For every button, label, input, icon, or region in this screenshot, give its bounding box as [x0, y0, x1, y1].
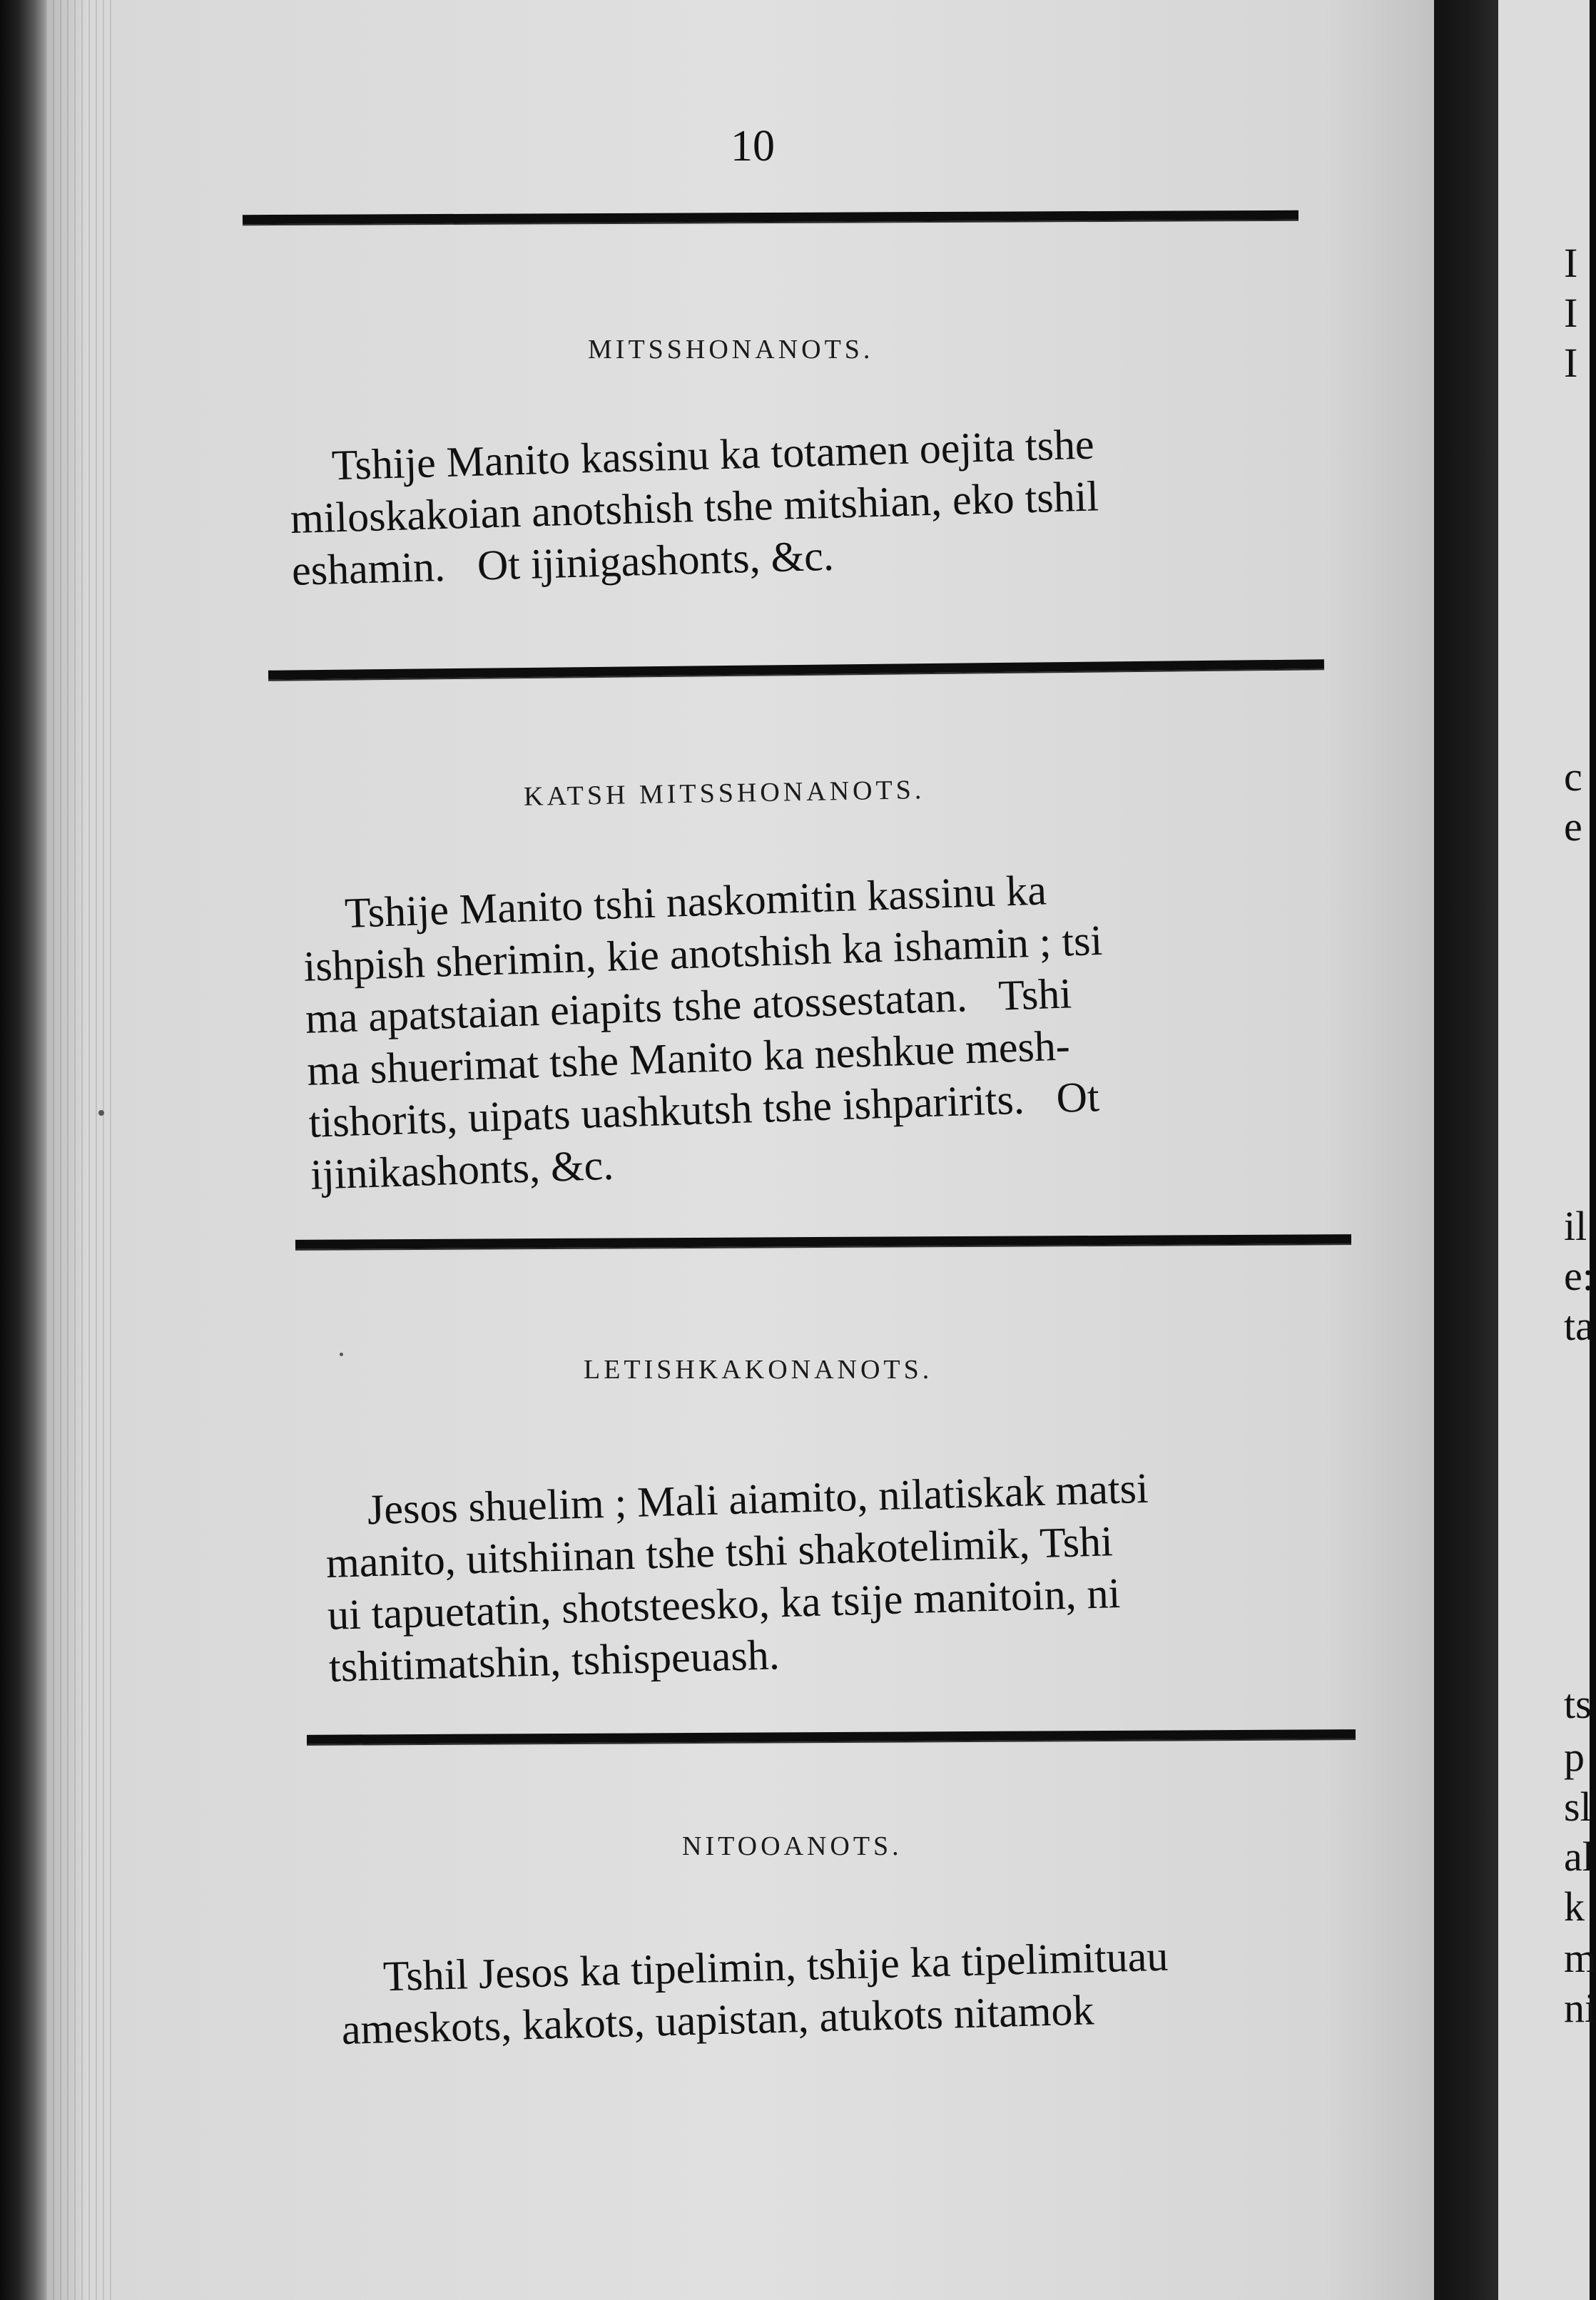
next-page-fragment: m — [1564, 1935, 1596, 1981]
paragraph-line: manito, uitshiinan tshe tshi shakotelimik, Tshi — [325, 1517, 1114, 1587]
page-number: 10 — [731, 122, 775, 171]
page-edge-shading — [46, 0, 117, 2300]
next-page-fragment: ts — [1564, 1681, 1592, 1727]
next-page-fragment: p — [1564, 1734, 1585, 1780]
paragraph-line: eshamin. Ot ijinigashonts, &c. — [291, 531, 835, 594]
next-page-fragment: al — [1564, 1833, 1594, 1880]
paragraph-line: miloskakoian anotshish tshe mitshian, eko tshil — [290, 472, 1099, 542]
next-page-edge — [1498, 0, 1596, 2300]
paragraph-katsh-mitsshonanots — [301, 855, 1353, 1201]
paragraph-line: ameskots, kakots, uapistan, atukots nitamok — [340, 1986, 1095, 2053]
next-page-fragment: c — [1564, 753, 1582, 800]
paragraph-mitsshonanots — [288, 412, 1334, 597]
ink-speck — [98, 1110, 104, 1116]
paragraph-line: Jesos shuelim ; Mali aiamito, nilatiskak matsi — [367, 1464, 1149, 1534]
next-page-fragment: k — [1564, 1883, 1585, 1930]
section-rule-3 — [295, 1234, 1351, 1251]
book-page — [46, 0, 1434, 2300]
next-page-fragment: sl — [1564, 1783, 1592, 1830]
paragraph-letishkakonanots — [324, 1456, 1371, 1694]
section-heading-katsh-mitsshonanots: KATSH MITSSHONANOTS. — [523, 775, 925, 812]
paragraph-line: tishorits, uipats uashkutsh tshe ishparirits. Ot — [307, 1073, 1100, 1146]
next-page-fragment: ta — [1564, 1303, 1594, 1349]
paragraph-nitooanots — [340, 1925, 1383, 2056]
section-rule-2 — [268, 659, 1324, 681]
next-page-fragment: il — [1564, 1203, 1587, 1249]
paragraph-line: tshitimatshin, tshispeuash. — [328, 1631, 781, 1691]
next-page-fragment: I — [1564, 340, 1578, 386]
paragraph-line: ma apatstaian eiapits tshe atossestatan. Tshi — [304, 970, 1072, 1042]
section-rule-1 — [243, 210, 1298, 226]
book-gutter — [1434, 0, 1498, 2300]
paragraph-line: Tshil Jesos ka tipelimin, tshije ka tipelimituau — [382, 1932, 1169, 2000]
section-heading-letishkakonanots: LETISHKAKONANOTS. — [584, 1355, 933, 1385]
next-page-fragment: I — [1564, 290, 1578, 336]
next-page-fragment: e: — [1564, 1253, 1594, 1299]
paragraph-line: ishpish sherimin, kie anotshish ka ishamin ; tsi — [303, 916, 1104, 990]
paragraph-line: Tshije Manito kassinu ka totamen oejita tshe — [331, 420, 1095, 489]
paragraph-line: ijinikashonts, &c. — [310, 1141, 615, 1199]
next-page-fragment: e — [1564, 803, 1582, 850]
paragraph-line: ui tapuetatin, shotsteesko, ka tsije manitoin, ni — [327, 1569, 1122, 1639]
paragraph-line: Tshije Manito tshi naskomitin kassinu ka — [344, 866, 1047, 937]
ink-speck — [340, 1353, 343, 1356]
section-heading-nitooanots: NITOOANOTS. — [682, 1831, 903, 1861]
next-page-fragment: ni — [1564, 1985, 1596, 2031]
section-heading-mitsshonanots: MITSSHONANOTS. — [588, 335, 874, 365]
paragraph-line: ma shuerimat tshe Manito ka neshkue mesh- — [306, 1022, 1071, 1094]
scan-left-edge — [0, 0, 46, 2300]
section-rule-4 — [307, 1729, 1356, 1746]
next-page-fragment: I — [1564, 240, 1578, 286]
